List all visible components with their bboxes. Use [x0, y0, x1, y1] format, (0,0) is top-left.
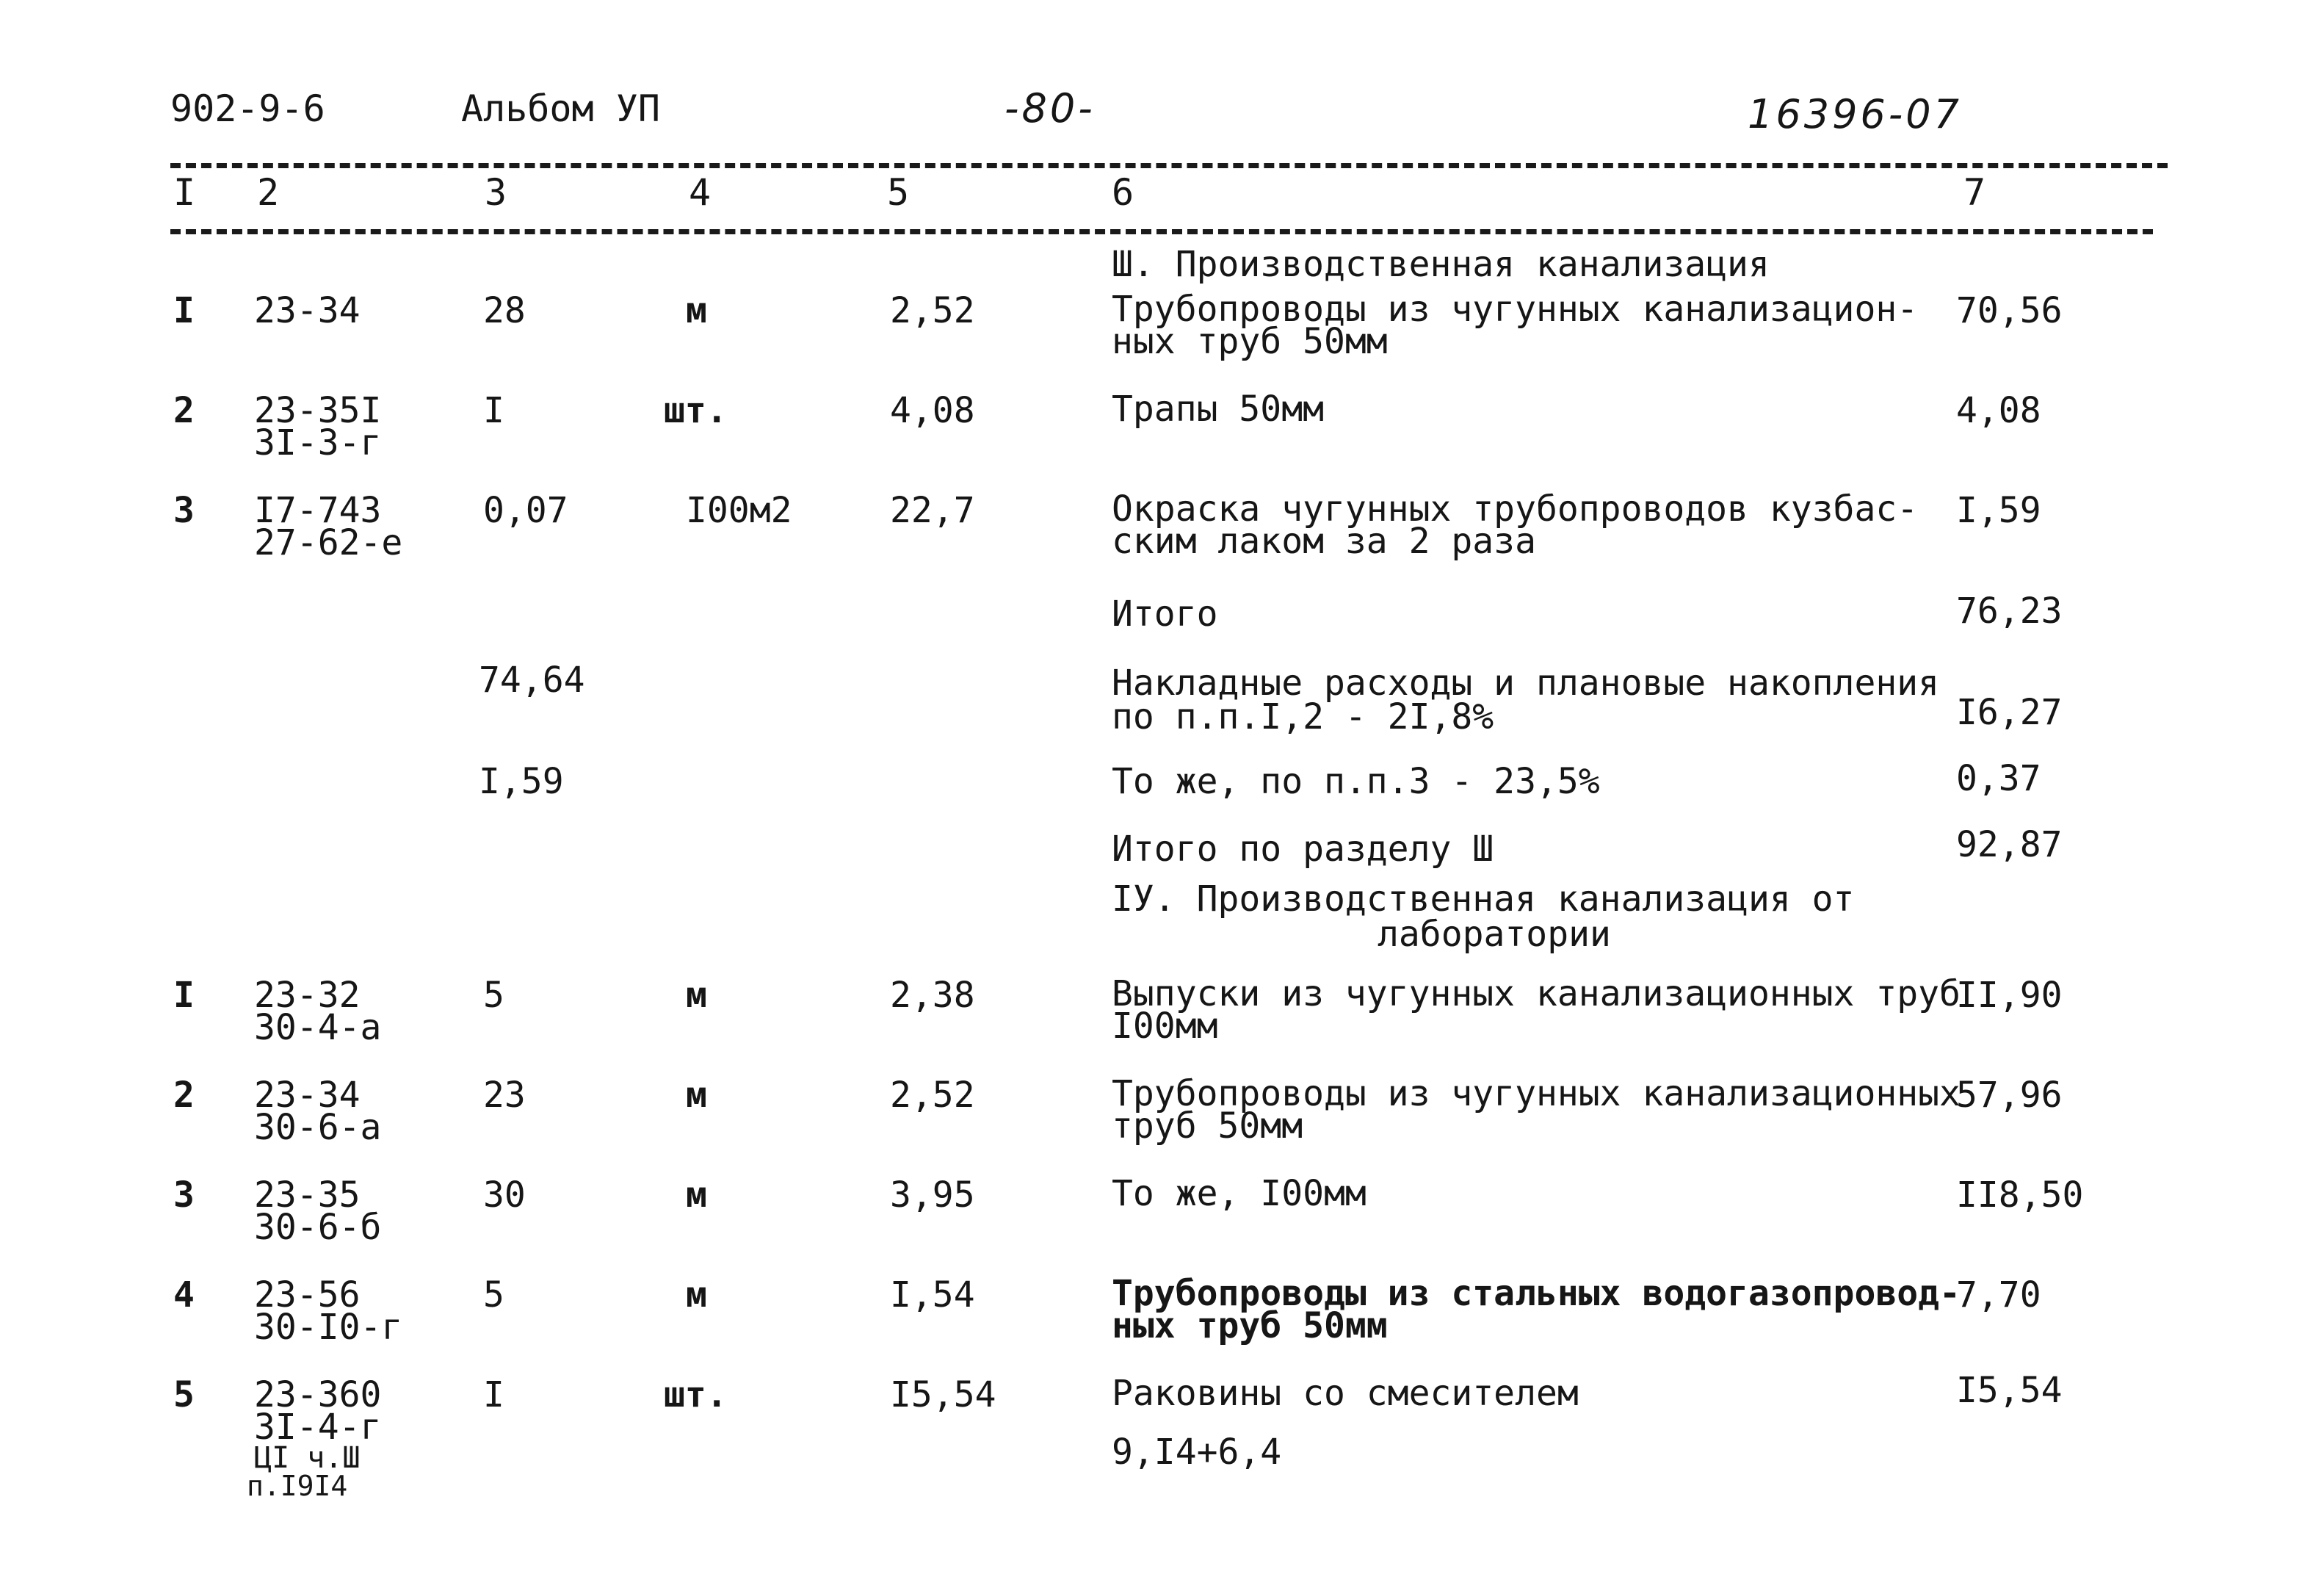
unit: шт.: [664, 390, 728, 431]
unit: I00м2: [686, 490, 792, 531]
unit-price: 2,52: [890, 1075, 975, 1116]
column-header-1: I: [173, 171, 196, 214]
overhead2-base: I,59: [479, 761, 564, 802]
work-description: Трубопроводы из чугунных канализацион-: [1112, 289, 1919, 330]
row-number: I: [173, 290, 195, 331]
cost-total: 70,56: [1956, 290, 2063, 331]
norm-reference: 23-34: [254, 290, 361, 331]
work-description-line-2: ским лаком за 2 раза: [1112, 521, 1536, 562]
row-number: 3: [173, 490, 195, 531]
quantity: 28: [483, 290, 526, 331]
work-description: Раковины со смесителем: [1112, 1373, 1579, 1414]
cost-total: 4,08: [1956, 390, 2041, 431]
unit-price: I,54: [890, 1274, 975, 1315]
row-number: 3: [173, 1174, 195, 1216]
unit-price: 22,7: [890, 490, 975, 531]
page-number: -80-: [1004, 85, 1096, 131]
work-description-line-2: труб 50мм: [1112, 1105, 1303, 1147]
subtotal-label: Итого: [1112, 593, 1218, 635]
unit-price: 2,38: [890, 975, 975, 1016]
cost-total: I5,54: [1956, 1370, 2063, 1411]
norm-reference: 23-35I: [254, 390, 382, 431]
unit: м: [686, 1075, 707, 1116]
unit-price: 2,52: [890, 290, 975, 331]
unit-price: 3,95: [890, 1174, 975, 1216]
norm-reference: 23-32: [254, 975, 361, 1016]
cost-total: 57,96: [1956, 1075, 2063, 1116]
norm-reference-line-2: 3I-4-г: [254, 1407, 382, 1448]
row-number: 4: [173, 1274, 195, 1315]
column-header-4: 4: [689, 171, 712, 214]
column-header-5: 5: [887, 171, 910, 214]
document-number: 16396-07: [1748, 91, 1962, 137]
quantity: 5: [483, 1274, 504, 1315]
cost-total: 7,70: [1956, 1274, 2041, 1315]
overhead-value: I6,27: [1956, 692, 2063, 733]
row-number: 2: [173, 1075, 195, 1116]
section-4-title: IУ. Производственная канализация от: [1112, 878, 1855, 920]
norm-reference-line-2: 27-62-е: [254, 522, 403, 563]
row-number: 5: [173, 1374, 195, 1415]
work-description: Трубопроводы из стальных водогазопровод-: [1112, 1273, 1961, 1314]
subtotal-value: 76,23: [1956, 591, 2063, 632]
quantity: 30: [483, 1174, 526, 1216]
row-number: I: [173, 975, 195, 1016]
work-description: Трубопроводы из чугунных канализационных: [1112, 1073, 1961, 1114]
quantity: I: [483, 390, 504, 431]
norm-reference-line-2: 30-4-а: [254, 1007, 382, 1048]
work-description: Трапы 50мм: [1112, 389, 1324, 430]
overhead2-label: То же, по п.п.3 - 23,5%: [1112, 761, 1600, 802]
norm-reference-line-4: п.I9I4: [247, 1470, 348, 1502]
section-4-title-line-2: лаборатории: [1378, 914, 1611, 955]
column-header-2: 2: [257, 171, 280, 214]
norm-reference: 23-56: [254, 1274, 361, 1315]
norm-reference-line-2: 30-6-б: [254, 1207, 382, 1248]
cost-total: II,90: [1956, 975, 2063, 1016]
quantity: 5: [483, 975, 504, 1016]
work-description: То же, I00мм: [1112, 1173, 1366, 1214]
quantity: 0,07: [483, 490, 568, 531]
norm-reference: 23-34: [254, 1075, 361, 1116]
album-label: Альбом УП: [461, 87, 660, 130]
norm-reference-line-2: 30-6-а: [254, 1107, 382, 1148]
unit: м: [686, 1174, 707, 1216]
work-description: Выпуски из чугунных канализационных труб: [1112, 973, 1961, 1014]
work-description-line-2: ных труб 50мм: [1112, 1305, 1388, 1346]
norm-reference: 23-360: [254, 1374, 382, 1415]
quantity: 23: [483, 1075, 526, 1116]
unit: м: [686, 290, 707, 331]
column-header-7: 7: [1963, 171, 1986, 214]
section-3-total-value: 92,87: [1956, 824, 2063, 865]
column-header-6: 6: [1112, 171, 1134, 214]
overhead-label-line-2: по п.п.I,2 - 2I,8%: [1112, 696, 1494, 737]
cost-total: II8,50: [1956, 1174, 2084, 1216]
document-code: 902-9-6: [170, 87, 325, 130]
unit-price: I5,54: [890, 1374, 996, 1415]
overhead-base: 74,64: [479, 660, 585, 701]
header-dashed-rule: [170, 229, 2153, 234]
overhead2-value: 0,37: [1956, 758, 2041, 799]
section-3-title: Ш. Производственная канализация: [1112, 244, 1770, 285]
unit: м: [686, 975, 707, 1016]
column-header-3: 3: [485, 171, 507, 214]
overhead-label: Накладные расходы и плановые накопления: [1112, 663, 1940, 704]
top-dashed-rule: [170, 163, 2168, 168]
unit: м: [686, 1274, 707, 1315]
norm-reference: I7-743: [254, 490, 382, 531]
work-description: Окраска чугунных трубопроводов кузбас-: [1112, 488, 1919, 530]
norm-reference-line-3: ЦI ч.Ш: [254, 1441, 361, 1475]
work-description-line-2: I00мм: [1112, 1006, 1218, 1047]
norm-reference-line-2: 3I-3-г: [254, 422, 382, 463]
work-description-line-2: 9,I4+6,4: [1112, 1432, 1282, 1473]
cost-total: I,59: [1956, 490, 2041, 531]
section-3-total-label: Итого по разделу Ш: [1112, 829, 1494, 870]
norm-reference-line-2: 30-I0-г: [254, 1307, 403, 1348]
row-number: 2: [173, 390, 195, 431]
unit-price: 4,08: [890, 390, 975, 431]
work-description-line-2: ных труб 50мм: [1112, 321, 1388, 362]
norm-reference: 23-35: [254, 1174, 361, 1216]
unit: шт.: [664, 1374, 728, 1415]
quantity: I: [483, 1374, 504, 1415]
